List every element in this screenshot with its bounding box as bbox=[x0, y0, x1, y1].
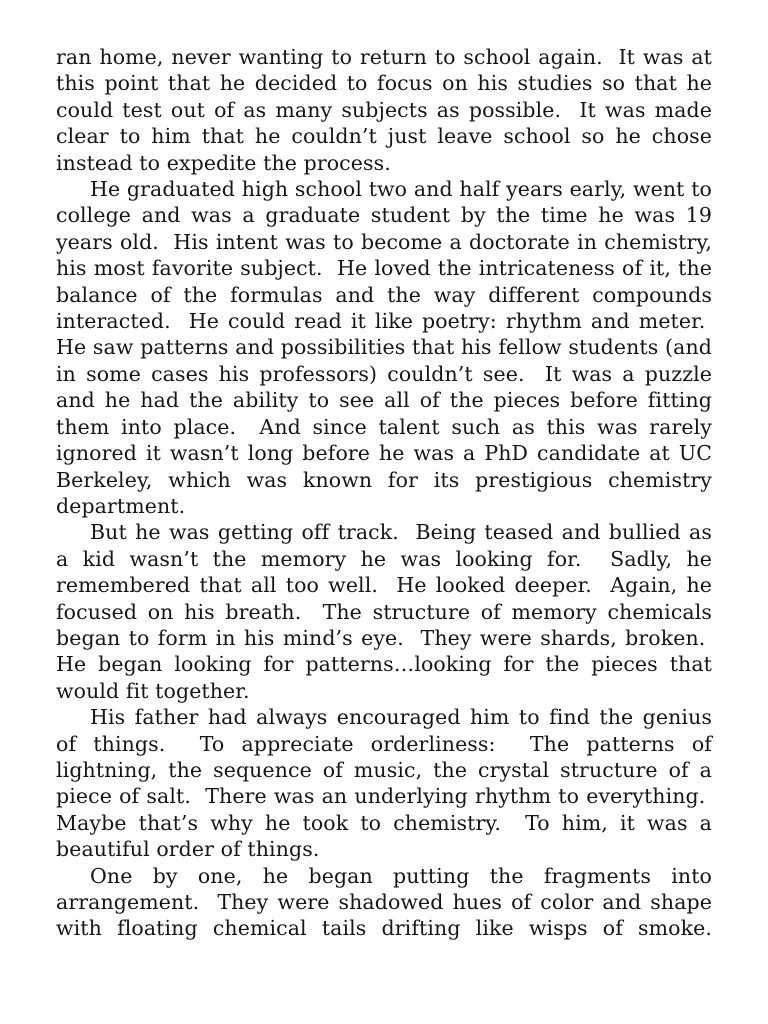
paragraph: His father had always encouraged him to find the genius of things. To appreciate orderliness: The patterns of lightning, the sequence of music, the crystal structure of a piece of salt. There was an underlying rhythm to everything. Maybe that’s why he took to chemistry. To him, it was a beautiful order of things. bbox=[56, 705, 712, 862]
paragraph: But he was getting off track. Being teased and bullied as a kid wasn’t the memory he was looking for. Sadly, he remembered that all too well. He looked deeper. Again, he focused on his breath. The structure of memory chemicals began to form in his mind’s eye. They were shards, broken. He began looking for patterns…looking for the pieces that would fit together. bbox=[56, 520, 712, 703]
page-text-block bbox=[56, 44, 712, 942]
paragraph: He graduated high school two and half years early, went to college and was a graduate student by the time he was 19 years old. His intent was to become a doctorate in chemistry, his most favorite subject. He loved the intricateness of it, the balance of the formulas and the way different compounds interacted. He could read it like poetry: rhythm and meter. He saw patterns and possibilities that his fellow students (and in some cases his professors) couldn’t see. It was a puzzle and he had the ability to see all of the pieces before fitting them into place. And since talent such as this was rarely ignored it wasn’t long before he was a PhD candidate at UC Berkeley, which was known for its prestigious chemistry department. bbox=[56, 177, 712, 518]
paragraph-continuation: ran home, never wanting to return to school again. It was at this point that he decided to focus on his studies so that he could test out of as many subjects as possible. It was made clear to him that he couldn’t just leave school so he chose instead to expedite the process. bbox=[56, 45, 712, 175]
paragraph-runs-to-next-page: One by one, he began putting the fragments into arrangement. They were shadowed hues of color and shape with floating chemical tails drifting like wisps of smoke. bbox=[56, 863, 712, 941]
